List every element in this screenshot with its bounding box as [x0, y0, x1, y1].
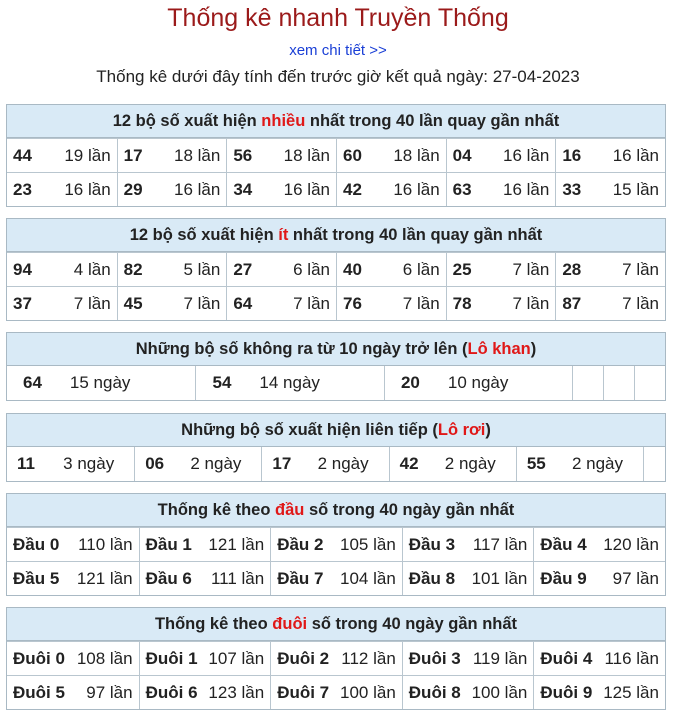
stat-cell: Đuôi 1 107 lần [139, 642, 271, 675]
stat-cell: 04 16 lần [446, 139, 556, 172]
table-row [7, 641, 665, 675]
empty-cell [634, 366, 665, 400]
empty-cell [603, 366, 634, 400]
stat-cell: Đầu 2 105 lần [270, 528, 402, 561]
table-row [7, 675, 665, 709]
stat-cell: 06 2 ngày [134, 447, 261, 481]
stat-cell: 63 16 lần [446, 173, 556, 206]
stat-cell: 34 16 lần [226, 173, 336, 206]
stat-cell: Đuôi 7 100 lần [270, 676, 402, 709]
table-row [7, 286, 665, 320]
stat-cell: 78 7 lần [446, 287, 556, 320]
stat-cell: Đầu 9 97 lần [533, 562, 665, 595]
stat-cell: 20 10 ngày [384, 366, 572, 400]
stat-cell: 64 7 lần [226, 287, 336, 320]
stat-cell: Đuôi 4 116 lần [533, 642, 665, 675]
stat-cell: 17 18 lần [117, 139, 227, 172]
table-row [7, 527, 665, 561]
lo-roi-table [6, 413, 666, 482]
least-frequent-header: 12 bộ số xuất hiện ít nhất trong 40 lần quay gần nhất [7, 219, 665, 252]
stat-cell: 56 18 lần [226, 139, 336, 172]
stat-cell: Đuôi 5 97 lần [13, 682, 133, 702]
stat-cell: 17 2 ngày [261, 447, 388, 481]
stat-cell: Đầu 4 120 lần [533, 528, 665, 561]
stat-cell: 37 7 lần [13, 293, 111, 313]
least-frequent-table [6, 218, 666, 321]
stat-cell: 76 7 lần [336, 287, 446, 320]
stat-cell: 94 4 lần [13, 259, 111, 279]
stat-cell: 42 2 ngày [389, 447, 516, 481]
stat-cell: 64 15 ngày [23, 373, 131, 392]
stat-cell: Đầu 1 121 lần [139, 528, 271, 561]
stat-cell: 60 18 lần [336, 139, 446, 172]
table-row [7, 447, 665, 481]
table-row [7, 366, 665, 400]
stat-cell: 40 6 lần [336, 253, 446, 286]
stat-cell: 11 3 ngày [17, 454, 115, 473]
stat-cell: 42 16 lần [336, 173, 446, 206]
stat-cell: 82 5 lần [117, 253, 227, 286]
table-row [7, 252, 665, 286]
stat-cell: 55 2 ngày [516, 447, 643, 481]
page-title: Thống kê nhanh Truyền Thống [167, 4, 509, 32]
stat-cell: 25 7 lần [446, 253, 556, 286]
stat-cell: 33 15 lần [555, 173, 665, 206]
empty-cell [643, 447, 665, 481]
stat-cell: Đuôi 9 125 lần [533, 676, 665, 709]
stat-cell: Đầu 0 110 lần [13, 534, 133, 554]
stat-cell: Đầu 6 111 lần [139, 562, 271, 595]
stat-cell: 28 7 lần [555, 253, 665, 286]
dau-header: Thống kê theo đầu số trong 40 ngày gần nhất [7, 494, 665, 527]
stat-cell: Đầu 7 104 lần [270, 562, 402, 595]
stat-cell: Đầu 5 121 lần [13, 568, 133, 588]
stat-cell: Đầu 3 117 lần [402, 528, 534, 561]
empty-cell [572, 366, 603, 400]
lo-roi-header: Những bộ số xuất hiện liên tiếp (Lô rơi) [7, 414, 665, 447]
detail-link[interactable]: xem chi tiết >> [289, 42, 387, 59]
table-row [7, 138, 665, 172]
page-subtitle: Thống kê dưới đây tính đến trước giờ kết quả ngày: 27-04-2023 [96, 67, 580, 86]
stat-cell: Đuôi 6 123 lần [139, 676, 271, 709]
most-frequent-header: 12 bộ số xuất hiện nhiều nhất trong 40 lần quay gần nhất [7, 105, 665, 138]
table-row [7, 561, 665, 595]
stat-cell: Đuôi 8 100 lần [402, 676, 534, 709]
stat-cell: Đuôi 2 112 lần [270, 642, 402, 675]
most-frequent-table [6, 104, 666, 207]
lo-khan-header: Những bộ số không ra từ 10 ngày trở lên (Lô khan) [7, 333, 665, 366]
stat-cell: 29 16 lần [117, 173, 227, 206]
stat-cell: Đuôi 0 108 lần [13, 648, 133, 668]
stat-cell: Đầu 8 101 lần [402, 562, 534, 595]
duoi-table [6, 607, 666, 710]
stat-cell: 44 19 lần [13, 145, 111, 165]
lo-khan-table [6, 332, 666, 401]
table-row [7, 172, 665, 206]
stat-cell: 27 6 lần [226, 253, 336, 286]
stat-cell: 45 7 lần [117, 287, 227, 320]
stat-cell: 87 7 lần [555, 287, 665, 320]
stat-cell: 54 14 ngày [195, 366, 383, 400]
duoi-header: Thống kê theo đuôi số trong 40 ngày gần nhất [7, 608, 665, 641]
stat-cell: 16 16 lần [555, 139, 665, 172]
stat-cell: Đuôi 3 119 lần [402, 642, 534, 675]
dau-table [6, 493, 666, 596]
stat-cell: 23 16 lần [13, 179, 111, 199]
